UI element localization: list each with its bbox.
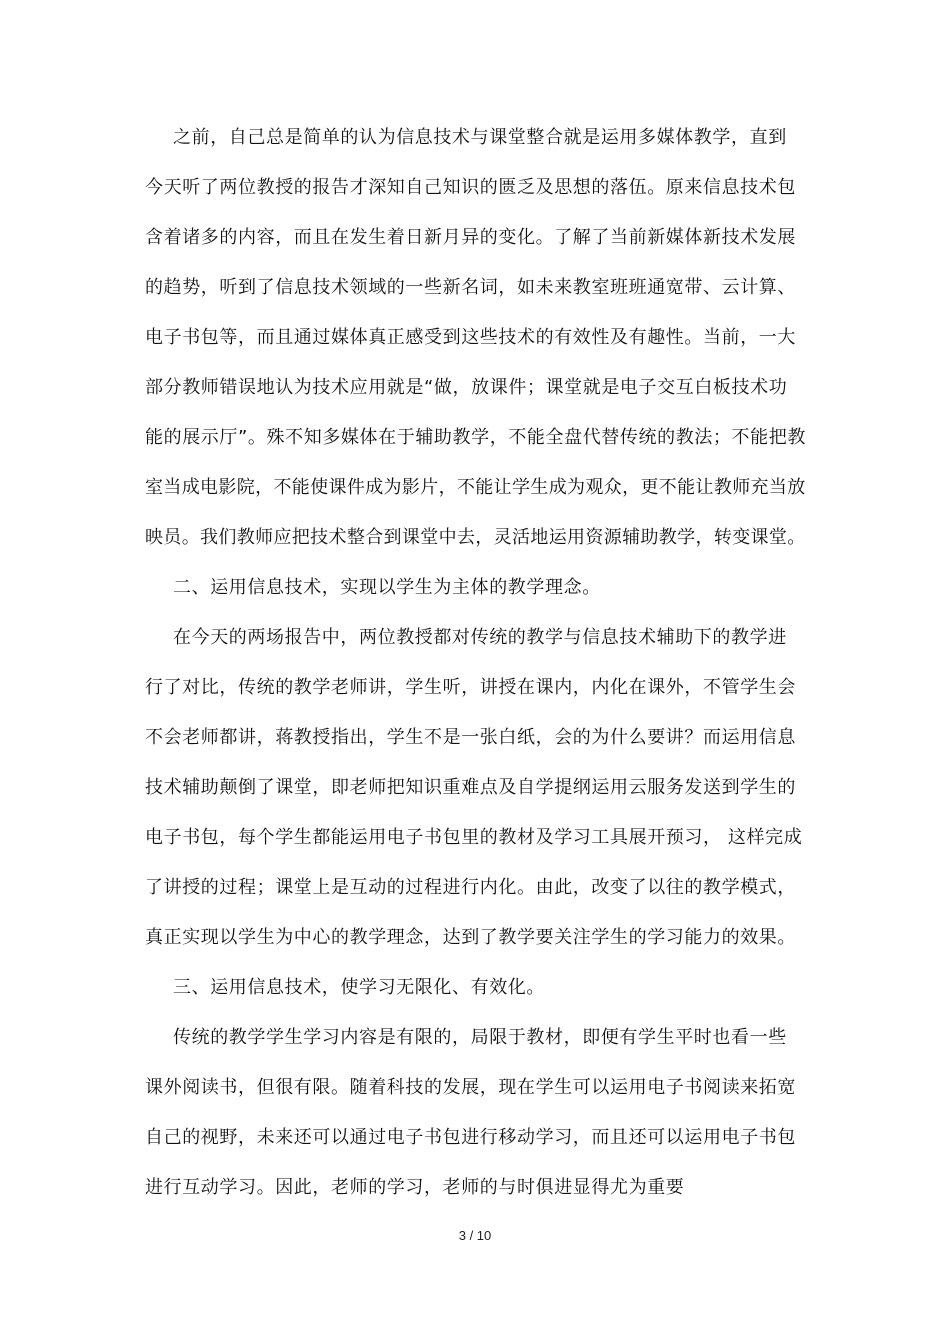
section-heading-3: 三、运用信息技术，使学习无限化、有效化。 (173, 977, 545, 998)
paragraph-1-line-9: 映员。我们教师应把技术整合到课堂中去，灵活地运用资源辅助教学，转变课堂。 (145, 527, 806, 548)
paragraph-2-line-6: 了讲授的过程；课堂上是互动的过程进行内化。由此，改变了以往的教学模式， (145, 877, 796, 898)
paragraph-3-line-2: 课外阅读书，但很有限。随着科技的发展，现在学生可以运用电子书阅读来拓宽 (145, 1077, 796, 1098)
paragraph-1-line-3: 含着诸多的内容，而且在发生着日新月异的变化。了解了当前新媒体新技术发展 (145, 227, 796, 248)
paragraph-3-line-1: 传统的教学学生学习内容是有限的，局限于教材，即便有学生平时也看一些 (173, 1027, 787, 1048)
paragraph-1-line-5: 电子书包等，而且通过媒体真正感受到这些技术的有效性及有趣性。当前，一大 (145, 327, 796, 348)
paragraph-1-line-8: 室当成电影院，不能使课件成为影片，不能让学生成为观众，更不能让教师充当放 (145, 477, 806, 498)
paragraph-2-line-3: 不会老师都讲，蒋教授指出，学生不是一张白纸，会的为什么要讲？而运用信息 (145, 727, 796, 748)
paragraph-3-line-4: 进行互动学习。因此，老师的学习，老师的与时俱进显得尤为重要 (145, 1177, 685, 1198)
paragraph-1-line-2: 今天听了两位教授的报告才深知自己知识的匮乏及思想的落伍。原来信息技术包 (145, 177, 796, 198)
paragraph-2-line-4: 技术辅助颠倒了课堂，即老师把知识重难点及自学提纲运用云服务发送到学生的 (145, 777, 796, 798)
paragraph-1-line-1: 之前，自己总是简单的认为信息技术与课堂整合就是运用多媒体教学，直到 (173, 127, 787, 148)
paragraph-2-line-5: 电子书包，每个学生都能运用电子书包里的教材及学习工具展开预习， 这样完成 (145, 827, 803, 848)
paragraph-1-line-4: 的趋势，听到了信息技术领域的一些新名词，如未来教室班班通宽带、云计算、 (145, 277, 796, 298)
paragraph-2-line-1: 在今天的两场报告中，两位教授都对传统的教学与信息技术辅助下的教学进 (173, 627, 787, 648)
paragraph-2-line-7: 真正实现以学生为中心的教学理念，达到了教学要关注学生的学习能力的效果。 (145, 927, 796, 948)
paragraph-1-line-6: 部分教师错误地认为技术应用就是“做，放课件；课堂就是电子交互白板技术功 (145, 377, 788, 398)
paragraph-2-line-2: 行了对比，传统的教学老师讲，学生听，讲授在课内，内化在课外，不管学生会 (145, 677, 796, 698)
paragraph-1-line-7: 能的展示厅”。殊不知多媒体在于辅助教学，不能全盘代替传统的教法；不能把教 (145, 427, 806, 448)
section-heading-2: 二、运用信息技术，实现以学生为主体的教学理念。 (173, 577, 601, 598)
page-number: 3 / 10 (458, 1228, 492, 1243)
paragraph-3-line-3: 自己的视野，未来还可以通过电子书包进行移动学习，而且还可以运用电子书包 (145, 1127, 796, 1148)
